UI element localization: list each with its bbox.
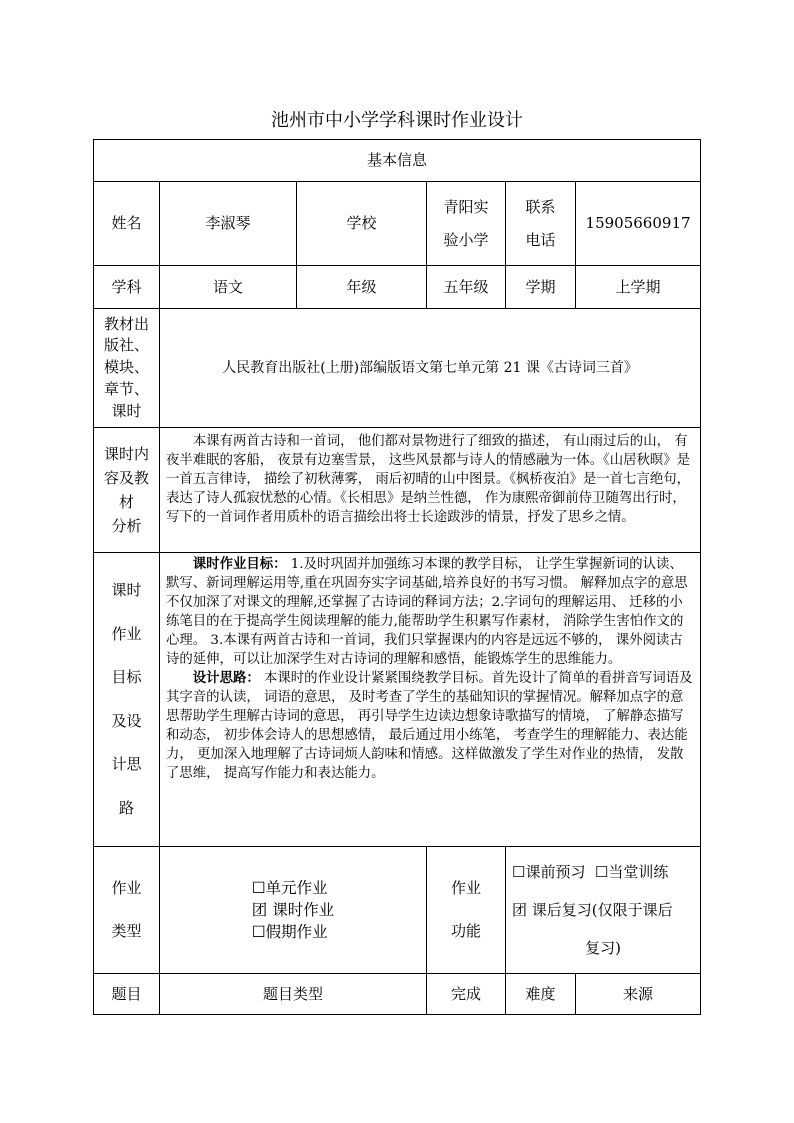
- basic-info-table: [93, 139, 701, 1015]
- subject-value: 语文: [160, 266, 297, 309]
- content-label-line3: 材: [118, 493, 134, 511]
- func-option-review[interactable]: 团 课后复习(仅限于课后: [512, 901, 673, 919]
- goal-label-line5: 计思: [111, 755, 142, 773]
- goal-label-line4: 及设: [111, 711, 142, 730]
- content-label-line1: 课时内: [103, 445, 149, 463]
- homework-type-label: [94, 847, 160, 974]
- idea-paragraph: [166, 669, 694, 783]
- type-option-unit[interactable]: ☐单元作业: [251, 879, 328, 897]
- subject-label: 学科: [94, 266, 160, 309]
- textbook-label-line5: 课时: [111, 401, 142, 420]
- func-option-preview-practice[interactable]: ☐课前预习 ☐当堂训练: [512, 863, 669, 881]
- completion-header: 完成: [427, 974, 506, 1015]
- func-label-line1: 作业: [450, 878, 481, 897]
- phone-label-line1: 联系: [525, 197, 556, 216]
- term-label: 学期: [506, 266, 576, 309]
- grade-label: 年级: [297, 266, 427, 309]
- document-title: 池州市中小学学科课时作业设计: [271, 110, 523, 131]
- school-value-line1: 青阳实: [443, 197, 489, 216]
- content-analysis-paragraph: 本课有两首古诗和一首词， 他们都对景物进行了细致的描述， 有山雨过后的山， 有夜半难眠的客船， 夜景有边塞雪景， 这些风景都与诗人的情感融为一体。《山居秋暝》是一首五言律诗， 描绘了初秋薄雾， 雨后初晴的山中图景。《枫桥夜泊》是一首七言绝句， 表达了诗人孤寂忧愁的心情。《长相思》是纳兰性德， 作为康熙帝御前侍卫随驾出行时， 写下的一首词作者用质朴的语言描绘出将士长途跋涉的情景，抒发了思乡之情。: [166, 434, 691, 525]
- content-analysis-text: [160, 428, 701, 553]
- goal-heading: 课时作业目标：: [192, 556, 287, 572]
- school-label: 学校: [297, 182, 427, 266]
- difficulty-header: 难度: [506, 974, 576, 1015]
- textbook-label-line4: 章节、: [103, 379, 149, 398]
- textbook-label: [94, 309, 160, 428]
- phone-label-line2: 电话: [525, 230, 556, 249]
- goal-label-line3: 目标: [111, 668, 142, 686]
- goal-label-line6: 路: [118, 798, 134, 817]
- type-label-line1: 作业: [111, 878, 142, 897]
- goal-body: 1.及时巩固并加强练习本课的教学目标， 让学生掌握新词的认读、默写、新词理解运用等,重在巩固夯实字词基础,培养良好的书写习惯。 解释加点字的意思不仅加深了对课文的理解,还掌握了古诗词的释词方法；2.字词句的理解运用、 迁移的小练笔目的在于提高学生阅读理解的能力,能帮助学生积累写作素材， 消除学生害怕作文的心理。 3.本课有两首古诗和一首词，我们只掌握课内的内容是远远不够的， 课外阅读古诗的延伸，可以让加深学生对古诗词的理解和感悟，能锻炼学生的思维能力。: [166, 557, 688, 667]
- idea-heading: 设计思路：: [192, 670, 260, 686]
- homework-function-label: [427, 847, 506, 974]
- type-option-holiday[interactable]: ☐假期作业: [251, 923, 328, 941]
- goal-paragraph: [166, 555, 694, 669]
- goal-label-line1: 课时: [111, 581, 142, 599]
- textbook-label-line2: 版社、: [103, 336, 149, 355]
- idea-body: 本课时的作业设计紧紧围绕教学目标。首先设计了简单的看拼音写词语及其字音的认读， 词语的意思， 及时考查了学生的基础知识的掌握情况。解释加点字的意思帮助学生理解古诗词的意思， 再引导学生边读边想象诗歌描写的情境， 了解静态描写和动态， 初步体会诗人的思想感情， 最后通过用小练笔， 考查学生的理解能力、表达能力， 更加深入地理解了古诗词烦人韵味和情感。这样做激发了学生对作业的热情， 发散了思维， 提高写作能力和表达能力。: [166, 671, 693, 781]
- phone-label: [506, 182, 576, 266]
- question-type-header: 题目类型: [160, 974, 427, 1015]
- homework-type-options: [160, 847, 427, 974]
- section-basic-info: 基本信息: [94, 140, 701, 182]
- phone-value: 15905660917: [576, 182, 701, 266]
- question-header: 题目: [94, 974, 160, 1015]
- goal-design-text: [160, 553, 701, 847]
- textbook-value: 人民教育出版社(上册)部编版语文第七单元第 21 课《古诗词三首》: [160, 309, 701, 428]
- name-value: 李淑琴: [160, 182, 297, 266]
- homework-function-options: [506, 847, 701, 974]
- school-value-line2: 验小学: [443, 230, 489, 249]
- term-value: 上学期: [576, 266, 701, 309]
- goal-design-label: [94, 553, 160, 847]
- func-option-review-cont: 复习): [585, 939, 621, 957]
- type-label-line2: 类型: [111, 922, 142, 940]
- textbook-label-line1: 教材出: [103, 314, 149, 333]
- name-label: 姓名: [94, 182, 160, 266]
- grade-value: 五年级: [427, 266, 506, 309]
- textbook-label-line3: 模块、: [103, 358, 149, 377]
- func-label-line2: 功能: [450, 922, 481, 940]
- goal-label-line2: 作业: [111, 624, 142, 643]
- content-label-line2: 容及教: [103, 469, 149, 487]
- content-analysis-label: [94, 428, 160, 553]
- type-option-lesson[interactable]: 团 课时作业: [251, 901, 335, 919]
- content-label-line4: 分析: [111, 517, 142, 535]
- school-value: [427, 182, 506, 266]
- source-header: 来源: [576, 974, 701, 1015]
